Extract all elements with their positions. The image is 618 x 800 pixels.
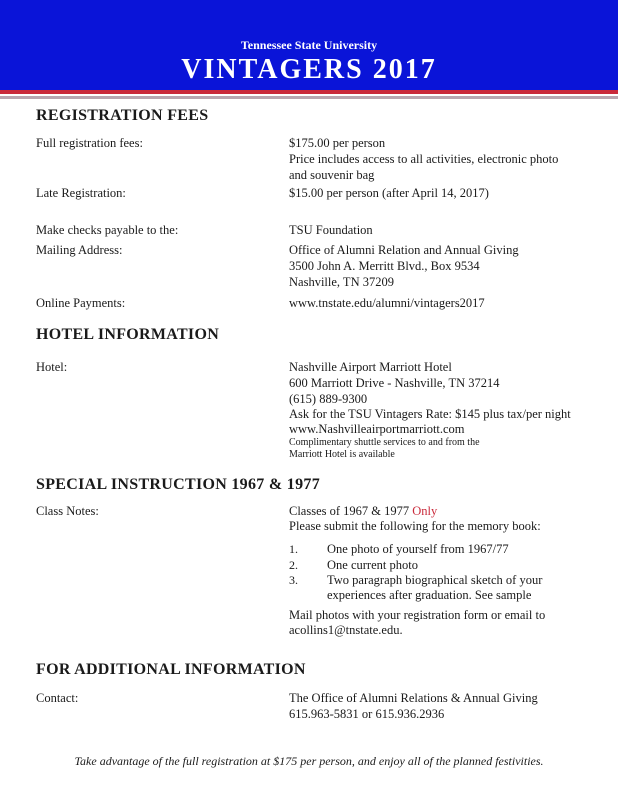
mailing-address-line2: 3500 John A. Merritt Blvd., Box 9534 (289, 259, 480, 273)
list-item: One photo of yourself from 1967/77 (327, 542, 509, 556)
footer-note: Take advantage of the full registration at $175 per person, and enjoy all of the planned festivities. (74, 754, 544, 768)
late-registration-label: Late Registration: (36, 186, 126, 200)
list-item-number: 2. (289, 558, 298, 572)
checks-payable-label: Make checks payable to the: (36, 223, 179, 237)
contact-office: The Office of Alumni Relations & Annual Giving (289, 691, 538, 705)
mail-photos-line1: Mail photos with your registration form or email to (289, 608, 546, 622)
full-registration-includes-2: and souvenir bag (289, 168, 375, 182)
class-notes-label: Class Notes: (36, 504, 99, 518)
contact-label: Contact: (36, 691, 79, 705)
list-item-number: 3. (289, 573, 298, 587)
special-instruction-heading: SPECIAL INSTRUCTION 1967 & 1977 (36, 476, 321, 493)
shuttle-note-line2: Marriott Hotel is available (289, 449, 395, 460)
hotel-website[interactable]: www.Nashvilleairportmarriott.com (289, 422, 465, 436)
mailing-address-line3: Nashville, TN 37209 (289, 275, 394, 289)
hotel-address: 600 Marriott Drive - Nashville, TN 37214 (289, 376, 500, 390)
hotel-phone: (615) 889-9300 (289, 392, 368, 406)
list-item: One current photo (327, 558, 418, 572)
mailing-address-line1: Office of Alumni Relation and Annual Giving (289, 243, 519, 257)
full-registration-price: $175.00 per person (289, 136, 386, 150)
late-registration-value: $15.00 per person (after April 14, 2017) (289, 186, 489, 200)
full-registration-label: Full registration fees: (36, 136, 143, 150)
classes-only: Only (412, 504, 438, 518)
university-name: Tennessee State University (240, 38, 378, 52)
submit-instructions: Please submit the following for the memory book: (289, 519, 541, 533)
page-title: VINTAGERS 2017 (181, 54, 437, 85)
list-item-number: 1. (289, 542, 298, 556)
hotel-label: Hotel: (36, 360, 68, 374)
registration-heading: REGISTRATION FEES (36, 107, 209, 124)
hotel-name: Nashville Airport Marriott Hotel (289, 360, 452, 374)
mailing-address-label: Mailing Address: (36, 243, 123, 257)
hotel-rate: Ask for the TSU Vintagers Rate: $145 plus tax/per night (289, 407, 571, 421)
additional-info-heading: FOR ADDITIONAL INFORMATION (36, 661, 306, 678)
online-payments-label: Online Payments: (36, 296, 126, 310)
list-item-continuation: experiences after graduation. See sample (327, 588, 532, 602)
contact-phones: 615.963-5831 or 615.936.2936 (289, 707, 445, 721)
hotel-heading: HOTEL INFORMATION (36, 326, 220, 343)
shuttle-note-line1: Complimentary shuttle services to and from the (289, 437, 480, 448)
classes-line (289, 503, 589, 519)
checks-payable-value: TSU Foundation (289, 223, 373, 237)
online-payments-link[interactable]: www.tnstate.edu/alumni/vintagers2017 (289, 296, 485, 310)
list-item: Two paragraph biographical sketch of your (327, 573, 543, 587)
classes-prefix: Classes of 1967 & 1977 (289, 504, 413, 518)
mail-photos-email[interactable]: acollins1@tnstate.edu. (289, 623, 403, 637)
banner-stripe-mauve (0, 96, 618, 99)
full-registration-includes: Price includes access to all activities, electronic photo (289, 152, 559, 166)
